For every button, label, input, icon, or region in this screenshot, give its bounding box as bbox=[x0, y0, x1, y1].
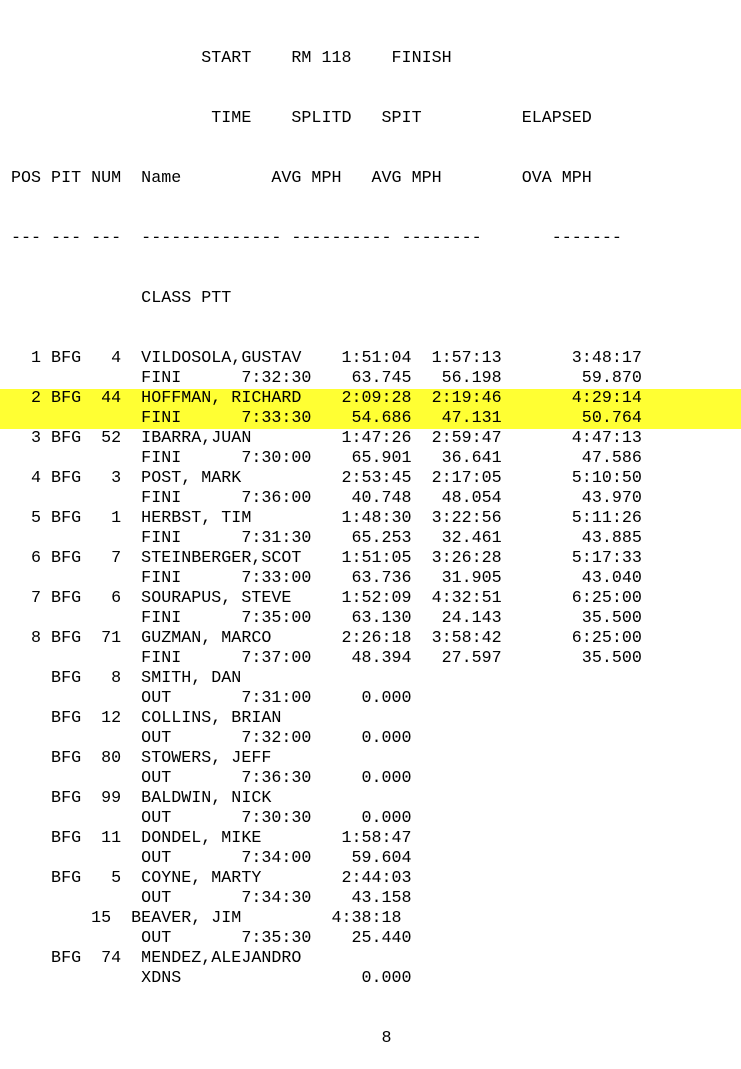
result-row-detail: OUT 7:31:00 0.000 bbox=[11, 689, 412, 708]
result-row-detail: FINI 7:35:00 63.130 24.143 35.500 bbox=[11, 609, 642, 628]
results-rows bbox=[11, 349, 741, 989]
header-line-3: POS PIT NUM Name AVG MPH AVG MPH OVA MPH bbox=[11, 169, 592, 188]
result-row: 2 BFG 44 HOFFMAN, RICHARD 2:09:28 2:19:46 4:29:14 bbox=[0, 389, 741, 409]
result-row-detail: FINI 7:33:30 54.686 47.131 50.764 bbox=[0, 409, 741, 429]
result-row-detail: FINI 7:32:30 63.745 56.198 59.870 bbox=[11, 369, 642, 388]
class-label: CLASS PTT bbox=[11, 289, 232, 308]
result-row: 4 BFG 3 POST, MARK 2:53:45 2:17:05 5:10:50 bbox=[11, 469, 642, 488]
result-row: 7 BFG 6 SOURAPUS, STEVE 1:52:09 4:32:51 6:25:00 bbox=[11, 589, 642, 608]
result-row: BFG 11 DONDEL, MIKE 1:58:47 bbox=[11, 829, 412, 848]
result-row: 5 BFG 1 HERBST, TIM 1:48:30 3:22:56 5:11:26 bbox=[11, 509, 642, 528]
result-row-detail: FINI 7:30:00 65.901 36.641 47.586 bbox=[11, 449, 642, 468]
result-row-detail: FINI 7:37:00 48.394 27.597 35.500 bbox=[11, 649, 642, 668]
header-divider: --- --- --- -------------- ---------- -------- ------- bbox=[11, 229, 622, 248]
result-row: BFG 5 COYNE, MARTY 2:44:03 bbox=[11, 869, 412, 888]
result-row: 15 BEAVER, JIM 4:38:18 bbox=[11, 909, 402, 928]
results-sheet bbox=[11, 9, 741, 1069]
header-line-1: START RM 118 FINISH bbox=[11, 49, 452, 68]
result-row-detail: OUT 7:30:30 0.000 bbox=[11, 809, 412, 828]
result-row-detail: OUT 7:34:30 43.158 bbox=[11, 889, 412, 908]
result-row-detail: FINI 7:31:30 65.253 32.461 43.885 bbox=[11, 529, 642, 548]
result-row-detail: FINI 7:36:00 40.748 48.054 43.970 bbox=[11, 489, 642, 508]
result-row: 6 BFG 7 STEINBERGER,SCOT 1:51:05 3:26:28 5:17:33 bbox=[11, 549, 642, 568]
result-row: 1 BFG 4 VILDOSOLA,GUSTAV 1:51:04 1:57:13 3:48:17 bbox=[11, 349, 642, 368]
result-row-detail: XDNS 0.000 bbox=[11, 969, 412, 988]
result-row-detail: OUT 7:34:00 59.604 bbox=[11, 849, 412, 868]
result-row: BFG 8 SMITH, DAN bbox=[11, 669, 242, 688]
result-row: BFG 74 MENDEZ,ALEJANDRO bbox=[11, 949, 302, 968]
result-row-detail: OUT 7:32:00 0.000 bbox=[11, 729, 412, 748]
result-row-detail: OUT 7:35:30 25.440 bbox=[11, 929, 412, 948]
result-row: BFG 80 STOWERS, JEFF bbox=[11, 749, 272, 768]
result-row-detail: FINI 7:33:00 63.736 31.905 43.040 bbox=[11, 569, 642, 588]
header-line-2: TIME SPLITD SPIT ELAPSED bbox=[11, 109, 592, 128]
page-number: 8 bbox=[11, 1029, 392, 1048]
result-row-detail: OUT 7:36:30 0.000 bbox=[11, 769, 412, 788]
result-row: 8 BFG 71 GUZMAN, MARCO 2:26:18 3:58:42 6:25:00 bbox=[11, 629, 642, 648]
result-row: BFG 99 BALDWIN, NICK bbox=[11, 789, 272, 808]
result-row: BFG 12 COLLINS, BRIAN bbox=[11, 709, 282, 728]
result-row: 3 BFG 52 IBARRA,JUAN 1:47:26 2:59:47 4:47:13 bbox=[11, 429, 642, 448]
